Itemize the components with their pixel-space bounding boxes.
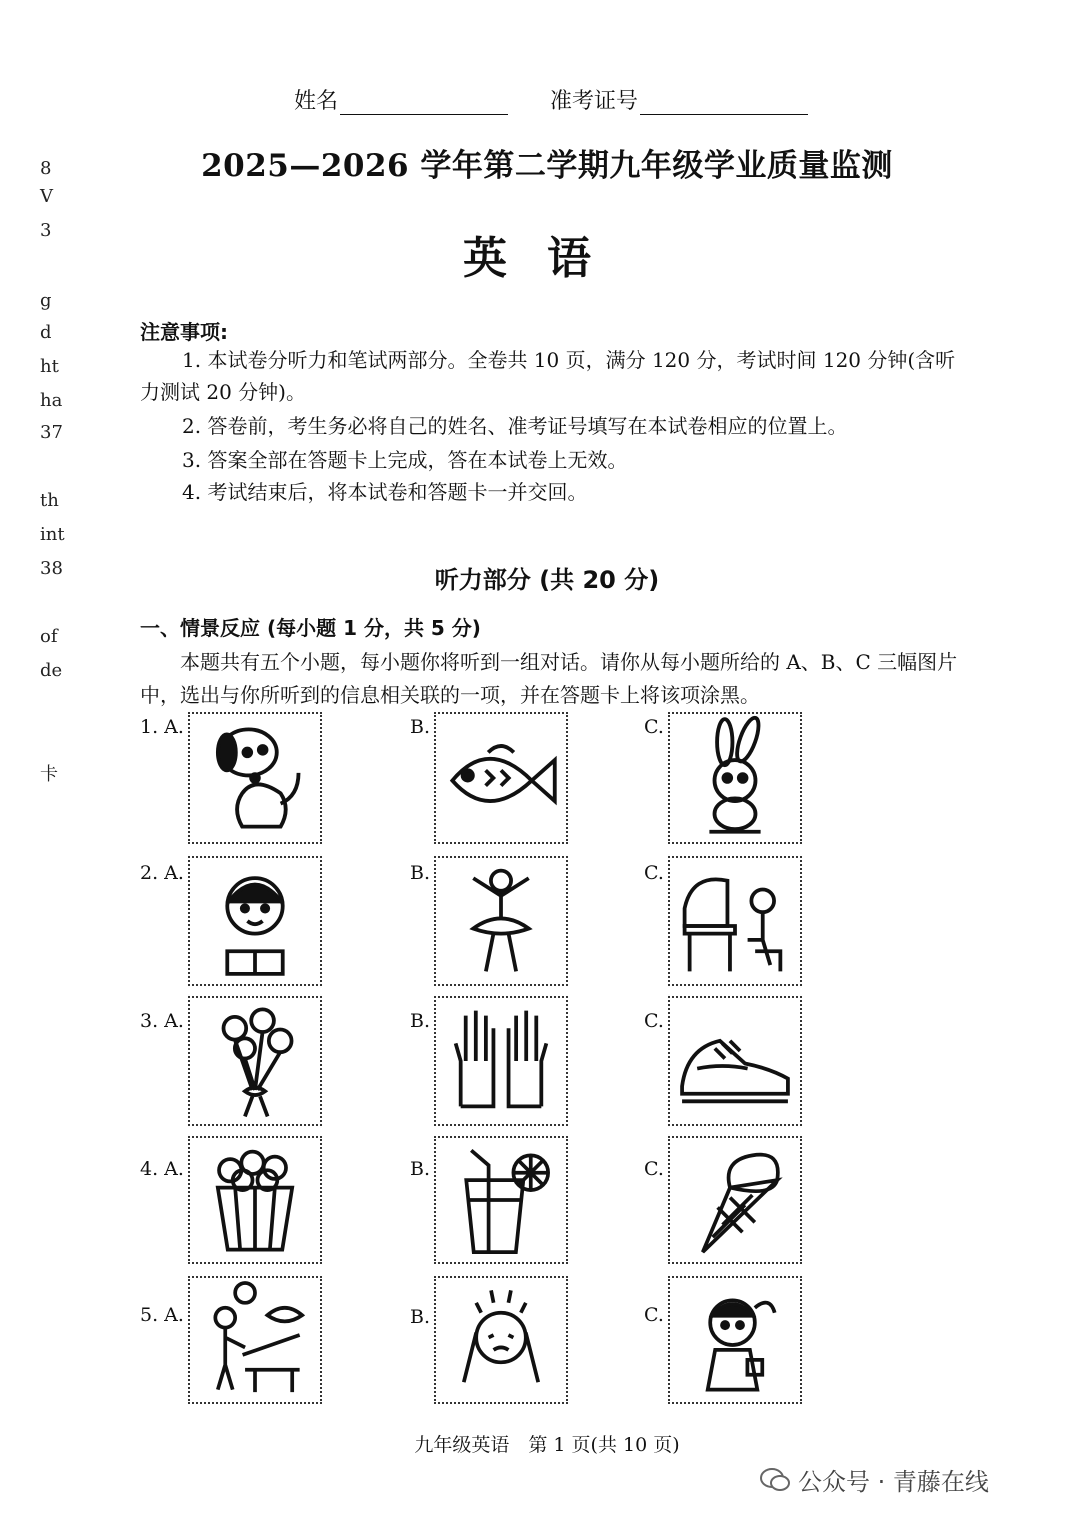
- flowers-icon: [190, 998, 320, 1124]
- margin-fragment: V: [40, 186, 53, 207]
- question-label: 3. A.: [140, 1010, 184, 1032]
- wechat-icon: [760, 1467, 790, 1493]
- watermark-text: 公众号 · 青藤在线: [798, 1468, 989, 1496]
- option-label: B.: [410, 862, 431, 884]
- option-picture[interactable]: [668, 996, 802, 1126]
- option-picture[interactable]: [668, 1136, 802, 1264]
- girl-reading-icon: [190, 858, 320, 984]
- margin-fragment: 3: [40, 220, 52, 241]
- margin-fragment: ht: [40, 356, 59, 377]
- notes-title: 注意事项:: [140, 320, 228, 344]
- option-label: B.: [410, 1158, 431, 1180]
- sneakers-icon: [670, 998, 800, 1124]
- exam-id-blank[interactable]: [640, 92, 808, 115]
- option-picture[interactable]: [188, 1136, 322, 1264]
- watermark: [760, 1462, 989, 1497]
- option-picture[interactable]: [188, 712, 322, 844]
- option-label: B.: [410, 716, 431, 738]
- margin-fragment: de: [40, 660, 63, 681]
- margin-fragment: 8: [40, 158, 52, 179]
- margin-fragment: 卡: [40, 764, 58, 785]
- margin-fragment: int: [40, 524, 65, 545]
- option-label: C.: [644, 1010, 664, 1032]
- subject-title: 英语: [463, 233, 631, 284]
- margin-fragment: g: [40, 290, 52, 311]
- question-label: 5. A.: [140, 1304, 184, 1326]
- name-field[interactable]: [294, 84, 508, 115]
- girl-eating-icon: [670, 1278, 800, 1402]
- headache-icon: [436, 1278, 566, 1402]
- exam-id-label: 准考证号: [550, 89, 639, 114]
- option-picture[interactable]: [434, 856, 568, 986]
- name-blank[interactable]: [340, 92, 508, 115]
- note-item: 4. 考试结束后，将本试卷和答题卡一并交回。: [182, 480, 588, 504]
- note-item: 1. 本试卷分听力和笔试两部分。全卷共 10 页，满分 120 分，考试时间 120 分钟(含听力测试 20 分钟)。: [140, 348, 956, 404]
- part-title: 一、情景反应 (每小题 1 分，共 5 分): [140, 616, 481, 640]
- note-item: 2. 答卷前，考生务必将自己的姓名、准考证号填写在本试卷相应的位置上。: [182, 414, 848, 438]
- name-label: 姓名: [294, 89, 339, 114]
- margin-fragment: th: [40, 490, 59, 511]
- exam-id-field[interactable]: [550, 84, 808, 115]
- option-label: B.: [410, 1306, 431, 1328]
- option-label: C.: [644, 1304, 664, 1326]
- fish-icon: [436, 714, 566, 842]
- option-picture[interactable]: [434, 1276, 568, 1404]
- option-label: C.: [644, 862, 664, 884]
- dentist-icon: [190, 1278, 320, 1402]
- dog-icon: [190, 714, 320, 842]
- option-picture[interactable]: [188, 1276, 322, 1404]
- question-label: 4. A.: [140, 1158, 184, 1180]
- option-picture[interactable]: [668, 856, 802, 986]
- option-picture[interactable]: [434, 712, 568, 844]
- option-picture[interactable]: [188, 856, 322, 986]
- option-label: C.: [644, 1158, 664, 1180]
- ice-cream-icon: [670, 1138, 800, 1262]
- ballet-dancer-icon: [436, 858, 566, 984]
- exam-title: 2025—2026 学年第二学期九年级学业质量监测: [201, 148, 893, 184]
- margin-fragment: 38: [40, 558, 63, 579]
- popcorn-icon: [190, 1138, 320, 1262]
- option-picture[interactable]: [188, 996, 322, 1126]
- margin-fragment: of: [40, 626, 58, 647]
- option-picture[interactable]: [434, 996, 568, 1126]
- question-label: 1. A.: [140, 716, 184, 738]
- note-item: 3. 答案全部在答题卡上完成，答在本试卷上无效。: [182, 448, 628, 472]
- candidate-info: [294, 84, 808, 115]
- margin-fragment: d: [40, 322, 52, 343]
- margin-fragment: ha: [40, 390, 63, 411]
- juice-icon: [436, 1138, 566, 1262]
- instruction: 本题共有五个小题，每小题你将听到一组对话。请你从每小题所给的 A、B、C 三幅图片中，选出与你所听到的信息相关联的一项，并在答题卡上将该项涂黑。: [140, 650, 958, 707]
- option-label: B.: [410, 1010, 431, 1032]
- option-label: C.: [644, 716, 664, 738]
- gloves-icon: [436, 998, 566, 1124]
- margin-fragment: 37: [40, 422, 63, 443]
- option-picture[interactable]: [668, 1276, 802, 1404]
- option-picture[interactable]: [668, 712, 802, 844]
- option-picture[interactable]: [434, 1136, 568, 1264]
- rabbit-icon: [670, 714, 800, 842]
- piano-player-icon: [670, 858, 800, 984]
- section-title: 听力部分 (共 20 分): [434, 566, 660, 594]
- question-label: 2. A.: [140, 862, 184, 884]
- page-footer: 九年级英语 第 1 页(共 10 页): [414, 1434, 680, 1456]
